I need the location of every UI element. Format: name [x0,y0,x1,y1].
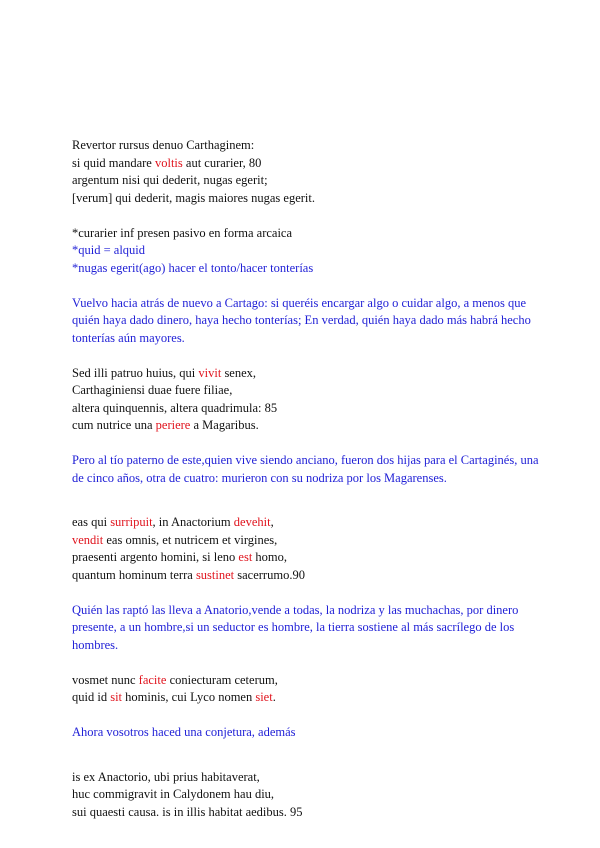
latin-block [72,769,542,822]
text-segment: homo, [252,550,288,564]
highlighted-word: sustinet [195,567,235,582]
note-line [72,260,542,278]
text-segment: , in Anactorium [152,515,234,529]
note-line [72,242,542,260]
paragraph-gap [72,707,542,725]
translation-block [72,295,542,348]
text-segment: sacerrumo.90 [234,567,305,582]
paragraph-gap [72,654,542,672]
text-segment: sui quaesti causa. is in illis habitat aedibus. 95 [72,804,303,819]
paragraph-gap [72,435,542,453]
highlighted-word: siet [255,690,273,704]
verse-line [72,769,542,787]
latin-block [72,137,542,207]
translation-paragraph: Quién las raptó las lleva a Anatorio,vende a todas, la nodriza y las muchachas, por dinero presente, a un hombre,si un seductor es hombre, la tierra sostiene al más sacrílego de los hombres. [72,602,519,652]
paragraph-gap [72,277,542,295]
text-segment: senex, [221,365,257,380]
text-segment: Carthaginiensi duae fuere filiae, [72,383,233,397]
highlighted-word: vivit [198,365,222,380]
paragraph-gap [72,584,542,602]
verse-line [72,689,542,707]
highlighted-word: devehit [233,515,271,529]
text-segment: hominis, cui Lyco nomen [122,690,256,704]
text-segment: *quid = alquid [72,243,146,257]
verse-line [72,567,542,585]
verse-line [72,804,542,822]
text-segment: a Magaribus. [190,418,259,432]
text-segment: Sed illi patruo huius, qui [72,365,199,380]
text-segment: huc commigravit in Calydonem hau diu, [72,787,275,801]
text-segment: Revertor rursus denuo Carthaginem: [72,138,255,152]
highlighted-word: voltis [154,155,183,170]
translation-block [72,602,542,655]
text-segment: eas omnis, et nutricem et virgines, [103,532,278,547]
highlighted-word: facite [138,672,167,687]
highlighted-word: periere [155,418,191,432]
translation-block [72,452,542,487]
verse-line [72,382,542,400]
text-segment: vosmet nunc [72,672,139,687]
text-segment: aut curarier, 80 [182,155,262,170]
verse-line [72,155,542,173]
text-segment: . [272,690,276,704]
verse-line [72,532,542,550]
text-segment: coniecturam ceterum, [166,672,278,687]
text-segment: , [270,515,274,529]
latin-block [72,365,542,435]
text-segment: altera quinquennis, altera quadrimula: 85 [72,400,278,415]
verse-line [72,417,542,435]
text-segment: [verum] qui dederit, magis maiores nugas egerit. [72,190,315,205]
text-segment: quid id [72,690,111,704]
highlighted-word: sit [110,690,123,704]
verse-line [72,365,542,383]
translation-paragraph: Vuelvo hacia atrás de nuevo a Cartago: si queréis encargar algo o cuidar algo, a menos que quién haya dado dinero, haya hecho tonterías; En verdad, quién haya dado más habrá hecho tonterías aún mayores. [72,295,531,345]
verse-line [72,137,542,155]
notes-block [72,225,542,278]
text-segment: is ex Anactorio, ubi prius habitaverat, [72,769,260,784]
text-segment: praesenti argento homini, si leno [72,550,239,564]
paragraph-gap [72,207,542,225]
text-segment: cum nutrice una [72,418,156,432]
paragraph-gap [72,347,542,365]
translation-paragraph: Ahora vosotros haced una conjetura, además [72,725,296,739]
highlighted-word: surripuit [110,515,153,529]
verse-line [72,400,542,418]
text-segment: quantum hominum terra [72,567,196,582]
latin-block [72,672,542,707]
text-segment: eas qui [72,515,111,529]
verse-line [72,549,542,567]
verse-line [72,514,542,532]
text-segment: si quid mandare [72,155,155,170]
text-segment: *curarier inf presen pasivo en forma arcaica [72,225,293,240]
verse-line [72,786,542,804]
translation-block [72,724,542,742]
verse-line [72,672,542,690]
translation-paragraph: Pero al tío paterno de este,quien vive siendo anciano, fueron dos hijas para el Cartaginés, una de cinco años, otra de cuatro: murieron con su nodriza por los Magarenses. [72,453,539,485]
highlighted-word: vendit [72,532,104,547]
note-line [72,225,542,243]
paragraph-gap [72,487,542,514]
latin-block [72,514,542,584]
document-body [72,137,542,821]
text-segment: *nugas egerit(ago) hacer el tonto/hacer tonterías [72,260,314,275]
paragraph-gap [72,742,542,769]
verse-line [72,172,542,190]
text-segment: argentum nisi qui dederit, nugas egerit; [72,173,268,187]
verse-line [72,190,542,208]
highlighted-word: est [238,550,253,564]
